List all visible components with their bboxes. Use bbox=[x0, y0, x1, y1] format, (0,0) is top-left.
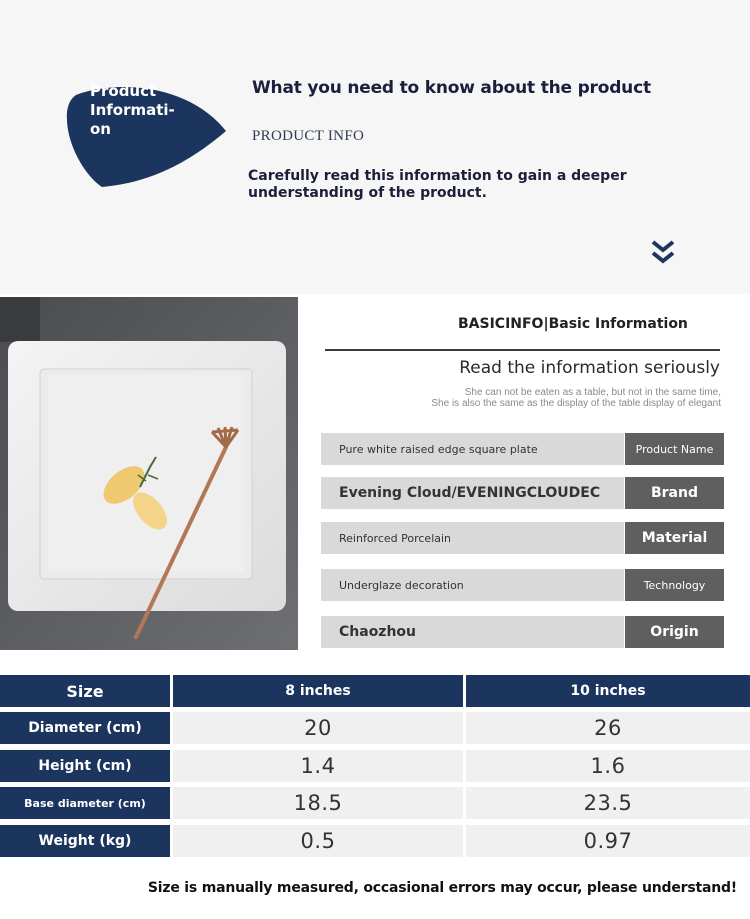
cell-value: 1.4 bbox=[173, 750, 463, 782]
info-key: Brand bbox=[625, 477, 724, 509]
measurement-footnote: Size is manually measured, occasional errors may occur, please understand! bbox=[147, 880, 737, 896]
header-size: Size bbox=[0, 675, 170, 707]
table-row bbox=[0, 825, 750, 857]
divider bbox=[325, 349, 720, 351]
hero-description: Carefully read this information to gain a deeper understanding of the product. bbox=[248, 168, 627, 201]
row-label: Weight (kg) bbox=[0, 825, 170, 857]
read-title: Read the information seriously bbox=[459, 358, 720, 378]
product-info-hero bbox=[0, 0, 750, 294]
hero-subtitle: PRODUCT INFO bbox=[252, 128, 365, 144]
header-8-inches: 8 inches bbox=[173, 675, 463, 707]
info-value: Underglaze decoration bbox=[321, 569, 624, 601]
info-key: Technology bbox=[625, 569, 724, 601]
info-value: Chaozhou bbox=[321, 616, 624, 648]
cell-value: 0.5 bbox=[173, 825, 463, 857]
info-row-brand bbox=[321, 477, 724, 509]
info-value: Reinforced Porcelain bbox=[321, 522, 624, 554]
product-photo bbox=[0, 297, 298, 650]
cell-value: 20 bbox=[173, 712, 463, 744]
info-key: Origin bbox=[625, 616, 724, 648]
cell-value: 26 bbox=[466, 712, 750, 744]
double-chevron-down-icon[interactable] bbox=[651, 240, 675, 268]
info-row-material bbox=[321, 522, 724, 554]
row-label: Height (cm) bbox=[0, 750, 170, 782]
cell-value: 23.5 bbox=[466, 787, 750, 819]
size-table-header bbox=[0, 675, 750, 707]
hero-title: What you need to know about the product bbox=[252, 78, 651, 98]
info-row-product-name bbox=[321, 433, 724, 465]
info-key: Product Name bbox=[625, 433, 724, 465]
cell-value: 0.97 bbox=[466, 825, 750, 857]
note-line-2: She is also the same as the display of the table display of elegant bbox=[431, 398, 721, 409]
row-label: Base diameter (cm) bbox=[0, 787, 170, 819]
row-label: Diameter (cm) bbox=[0, 712, 170, 744]
table-row bbox=[0, 712, 750, 744]
info-value: Evening Cloud/EVENINGCLOUDEC bbox=[321, 477, 624, 509]
info-key: Material bbox=[625, 522, 724, 554]
note-line-1: She can not be eaten as a table, but not in the same time, bbox=[464, 387, 721, 398]
table-row bbox=[0, 787, 750, 819]
basic-info-title: BASICINFO|Basic Information bbox=[458, 316, 688, 332]
cell-value: 1.6 bbox=[466, 750, 750, 782]
info-row-origin bbox=[321, 616, 724, 648]
table-row bbox=[0, 750, 750, 782]
badge-text: Product Informati-on bbox=[90, 82, 175, 138]
cell-value: 18.5 bbox=[173, 787, 463, 819]
header-10-inches: 10 inches bbox=[466, 675, 750, 707]
info-value: Pure white raised edge square plate bbox=[321, 433, 624, 465]
info-row-technology bbox=[321, 569, 724, 601]
